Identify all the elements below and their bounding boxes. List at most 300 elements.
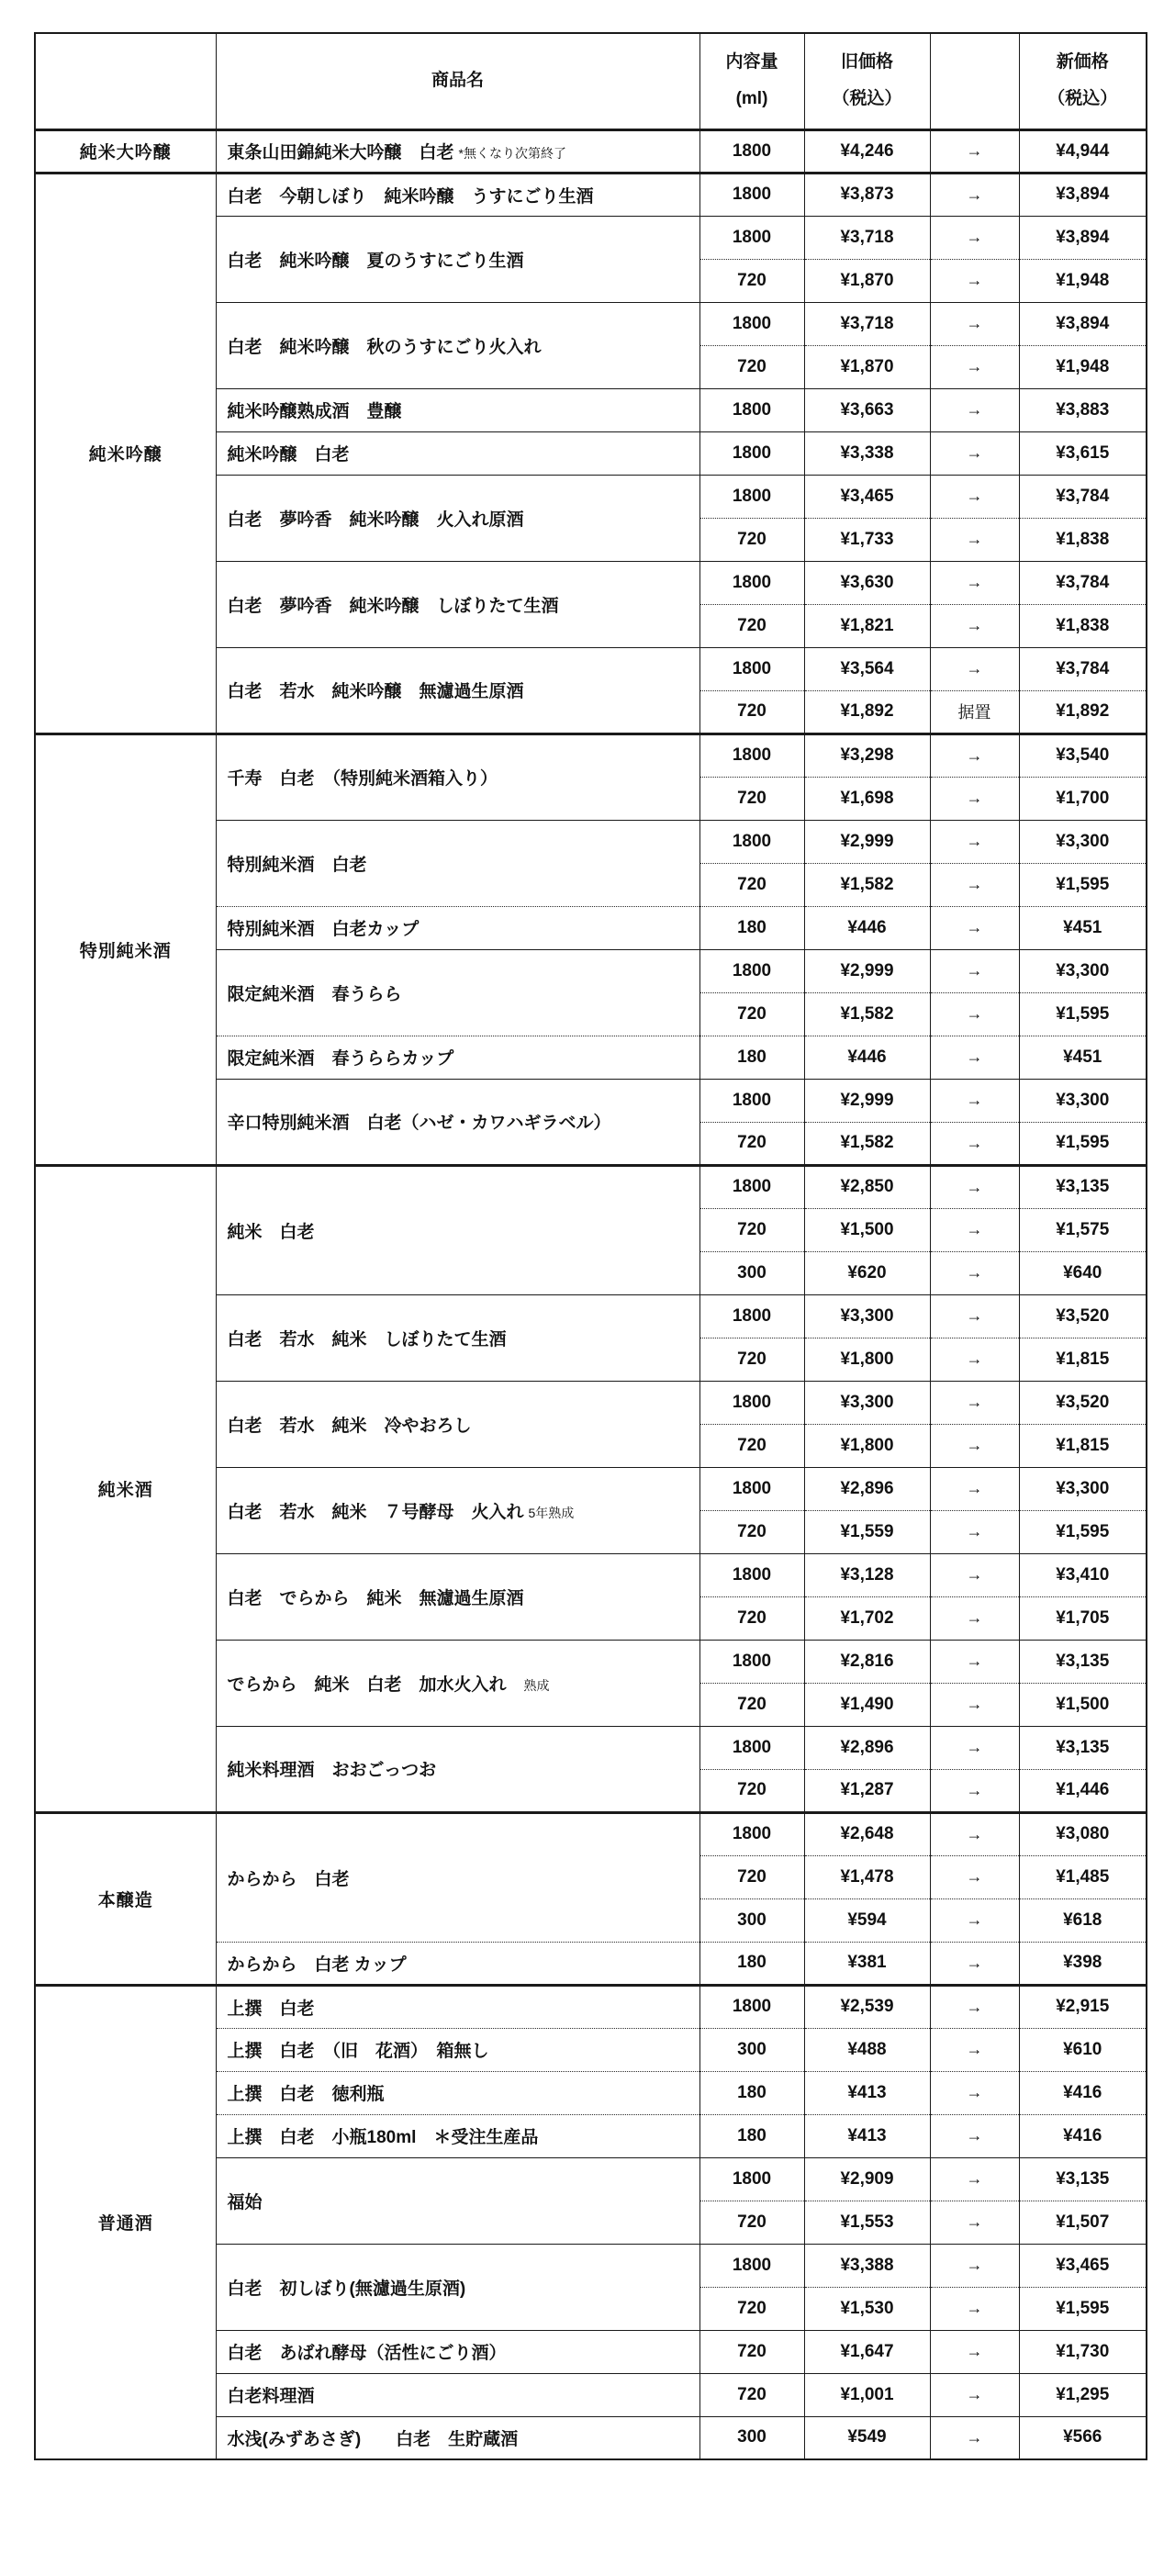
old-price-cell: ¥620 — [804, 1251, 930, 1294]
new-price-cell: ¥451 — [1019, 1036, 1147, 1079]
old-price-cell: ¥2,999 — [804, 949, 930, 992]
arrow-cell: → — [930, 2114, 1019, 2157]
volume-cell: 720 — [699, 2201, 804, 2244]
old-price-cell: ¥1,800 — [804, 1338, 930, 1381]
old-price-cell: ¥1,870 — [804, 259, 930, 302]
product-name: 白老 でらから 純米 無濾過生原酒 — [227, 1588, 524, 1608]
product-cell — [216, 906, 699, 949]
table-row — [35, 1812, 1147, 1855]
volume-cell: 1800 — [699, 1553, 804, 1596]
arrow-cell: → — [930, 518, 1019, 561]
header-transition — [930, 33, 1019, 129]
header-new-price-line2: （税込） — [1047, 89, 1118, 109]
product-name: 上撰 白老 — [227, 1999, 315, 2019]
product-cell — [216, 734, 699, 820]
old-price-cell: ¥2,896 — [804, 1467, 930, 1510]
new-price-cell: ¥1,705 — [1019, 1596, 1147, 1640]
new-price-cell: ¥1,815 — [1019, 1338, 1147, 1381]
arrow-cell: → — [930, 173, 1019, 216]
product-cell — [216, 1381, 699, 1467]
old-price-cell: ¥2,909 — [804, 2157, 930, 2201]
volume-cell: 720 — [699, 2330, 804, 2373]
arrow-cell: → — [930, 1855, 1019, 1898]
arrow-cell: → — [930, 2330, 1019, 2373]
arrow-cell: → — [930, 345, 1019, 388]
arrow-cell: → — [930, 777, 1019, 820]
new-price-cell: ¥416 — [1019, 2114, 1147, 2157]
header-new-price-line1: 新価格 — [1056, 52, 1109, 73]
old-price-cell: ¥446 — [804, 1036, 930, 1079]
header-old-price — [804, 33, 930, 129]
product-name: でらから 純米 白老 加水火入れ — [227, 1674, 507, 1695]
new-price-cell: ¥1,485 — [1019, 1855, 1147, 1898]
volume-cell: 300 — [699, 2416, 804, 2459]
volume-cell: 1800 — [699, 431, 804, 475]
arrow-cell: → — [930, 259, 1019, 302]
table-row — [35, 1165, 1147, 1208]
arrow-cell: → — [930, 2201, 1019, 2244]
volume-cell: 1800 — [699, 1985, 804, 2028]
new-price-cell: ¥3,784 — [1019, 561, 1147, 604]
product-cell — [216, 949, 699, 1036]
table-row — [35, 173, 1147, 216]
product-name: 特別純米酒 白老 — [227, 855, 367, 875]
new-price-cell: ¥1,948 — [1019, 259, 1147, 302]
new-price-cell: ¥3,135 — [1019, 1726, 1147, 1769]
volume-cell: 1800 — [699, 1640, 804, 1683]
arrow-cell: → — [930, 2071, 1019, 2114]
product-name: 白老 夢吟香 純米吟醸 火入れ原酒 — [227, 510, 524, 530]
arrow-cell: → — [930, 302, 1019, 345]
header-old-price-line2: （税込） — [832, 89, 902, 109]
old-price-cell: ¥1,490 — [804, 1683, 930, 1726]
price-table-container — [34, 32, 1146, 2460]
arrow-cell: → — [930, 1553, 1019, 1596]
volume-cell: 720 — [699, 345, 804, 388]
new-price-cell: ¥3,300 — [1019, 949, 1147, 992]
product-cell — [216, 2028, 699, 2071]
volume-cell: 180 — [699, 2071, 804, 2114]
arrow-cell: → — [930, 475, 1019, 518]
arrow-cell: → — [930, 1985, 1019, 2028]
arrow-cell: → — [930, 1251, 1019, 1294]
arrow-cell: → — [930, 1769, 1019, 1812]
product-name: 限定純米酒 春うららカップ — [227, 1049, 454, 1069]
volume-cell: 720 — [699, 1596, 804, 1640]
arrow-cell: → — [930, 2287, 1019, 2330]
new-price-cell: ¥3,520 — [1019, 1381, 1147, 1424]
new-price-cell: ¥3,894 — [1019, 216, 1147, 259]
arrow-cell: → — [930, 1381, 1019, 1424]
old-price-cell: ¥3,338 — [804, 431, 930, 475]
old-price-cell: ¥1,001 — [804, 2373, 930, 2416]
old-price-cell: ¥488 — [804, 2028, 930, 2071]
new-price-cell: ¥1,815 — [1019, 1424, 1147, 1467]
product-cell — [216, 2071, 699, 2114]
new-price-cell: ¥566 — [1019, 2416, 1147, 2459]
product-cell — [216, 1165, 699, 1294]
new-price-cell: ¥1,838 — [1019, 518, 1147, 561]
category-cell: 純米吟醸 — [35, 173, 216, 734]
new-price-cell: ¥4,944 — [1019, 129, 1147, 173]
old-price-cell: ¥2,896 — [804, 1726, 930, 1769]
arrow-cell: → — [930, 992, 1019, 1036]
arrow-cell: → — [930, 1510, 1019, 1553]
old-price-cell: ¥413 — [804, 2114, 930, 2157]
header-volume-line2: (ml) — [735, 89, 768, 109]
volume-cell: 180 — [699, 2114, 804, 2157]
header-volume-line1: 内容量 — [725, 52, 778, 73]
old-price-cell: ¥3,663 — [804, 388, 930, 431]
arrow-cell: → — [930, 1079, 1019, 1122]
old-price-cell: ¥3,300 — [804, 1381, 930, 1424]
new-price-cell: ¥3,465 — [1019, 2244, 1147, 2287]
new-price-cell: ¥3,894 — [1019, 173, 1147, 216]
arrow-cell: → — [930, 863, 1019, 906]
volume-cell: 1800 — [699, 129, 804, 173]
old-price-cell: ¥2,999 — [804, 1079, 930, 1122]
new-price-cell: ¥1,507 — [1019, 2201, 1147, 2244]
new-price-cell: ¥1,595 — [1019, 863, 1147, 906]
old-price-cell: ¥3,128 — [804, 1553, 930, 1596]
old-price-cell: ¥413 — [804, 2071, 930, 2114]
volume-cell: 180 — [699, 1942, 804, 1985]
old-price-cell: ¥1,559 — [804, 1510, 930, 1553]
new-price-cell: ¥3,080 — [1019, 1812, 1147, 1855]
product-cell — [216, 2114, 699, 2157]
new-price-cell: ¥640 — [1019, 1251, 1147, 1294]
old-price-cell: ¥1,821 — [804, 604, 930, 647]
product-note: 5年熟成 — [528, 1505, 575, 1520]
category-cell: 純米大吟醸 — [35, 129, 216, 173]
new-price-cell: ¥1,446 — [1019, 1769, 1147, 1812]
arrow-cell: → — [930, 2416, 1019, 2459]
product-cell — [216, 302, 699, 388]
old-price-cell: ¥3,718 — [804, 216, 930, 259]
new-price-cell: ¥398 — [1019, 1942, 1147, 1985]
product-name: 上撰 白老 徳利瓶 — [227, 2085, 385, 2104]
old-price-cell: ¥3,873 — [804, 173, 930, 216]
volume-cell: 720 — [699, 1122, 804, 1165]
new-price-cell: ¥1,595 — [1019, 1122, 1147, 1165]
new-price-cell: ¥1,730 — [1019, 2330, 1147, 2373]
price-table — [34, 32, 1147, 2460]
arrow-cell: → — [930, 2028, 1019, 2071]
arrow-cell: → — [930, 1726, 1019, 1769]
volume-cell: 720 — [699, 863, 804, 906]
product-name: 純米 白老 — [227, 1222, 315, 1242]
product-name: 白老 今朝しぼり 純米吟醸 うすにごり生酒 — [227, 186, 594, 207]
product-name: 上撰 白老 小瓶180ml ＊受注生産品 — [227, 2128, 539, 2147]
product-name: 白老 若水 純米 ７号酵母 火入れ — [227, 1502, 524, 1522]
new-price-cell: ¥3,894 — [1019, 302, 1147, 345]
product-name: 白老 夢吟香 純米吟醸 しぼりたて生酒 — [227, 596, 559, 616]
volume-cell: 720 — [699, 1855, 804, 1898]
product-cell — [216, 216, 699, 302]
volume-cell: 720 — [699, 1769, 804, 1812]
new-price-cell: ¥3,135 — [1019, 2157, 1147, 2201]
arrow-cell: → — [930, 431, 1019, 475]
product-name: からから 白老 カップ — [227, 1954, 407, 1975]
arrow-cell: → — [930, 1122, 1019, 1165]
old-price-cell: ¥1,733 — [804, 518, 930, 561]
arrow-cell: → — [930, 1294, 1019, 1338]
product-cell — [216, 647, 699, 734]
product-cell — [216, 561, 699, 647]
new-price-cell: ¥3,784 — [1019, 475, 1147, 518]
new-price-cell: ¥610 — [1019, 2028, 1147, 2071]
product-name: 白老料理酒 — [227, 2387, 315, 2406]
volume-cell: 300 — [699, 1898, 804, 1942]
volume-cell: 1800 — [699, 1726, 804, 1769]
product-cell — [216, 2330, 699, 2373]
product-name: 純米料理酒 おおごっつお — [227, 1761, 437, 1780]
old-price-cell: ¥3,718 — [804, 302, 930, 345]
old-price-cell: ¥1,582 — [804, 863, 930, 906]
volume-cell: 720 — [699, 1338, 804, 1381]
volume-cell: 720 — [699, 2287, 804, 2330]
volume-cell: 1800 — [699, 475, 804, 518]
arrow-cell: → — [930, 820, 1019, 863]
new-price-cell: ¥1,500 — [1019, 1683, 1147, 1726]
product-name: 純米吟醸熟成酒 豊醸 — [227, 402, 402, 421]
product-cell — [216, 1942, 699, 1985]
volume-cell: 1800 — [699, 1812, 804, 1855]
volume-cell: 1800 — [699, 734, 804, 777]
old-price-cell: ¥3,564 — [804, 647, 930, 690]
old-price-cell: ¥1,530 — [804, 2287, 930, 2330]
new-price-cell: ¥3,615 — [1019, 431, 1147, 475]
old-price-cell: ¥1,478 — [804, 1855, 930, 1898]
product-cell — [216, 1467, 699, 1553]
arrow-cell: → — [930, 1942, 1019, 1985]
old-price-cell: ¥2,539 — [804, 1985, 930, 2028]
arrow-cell: → — [930, 2157, 1019, 2201]
new-price-cell: ¥1,892 — [1019, 690, 1147, 734]
arrow-cell: → — [930, 388, 1019, 431]
product-cell — [216, 173, 699, 216]
product-name: 水浅(みずあさぎ) 白老 生貯蔵酒 — [227, 2429, 519, 2449]
product-name: 純米吟醸 白老 — [227, 445, 350, 465]
old-price-cell: ¥4,246 — [804, 129, 930, 173]
arrow-cell: → — [930, 216, 1019, 259]
new-price-cell: ¥1,295 — [1019, 2373, 1147, 2416]
product-name: 白老 純米吟醸 夏のうすにごり生酒 — [227, 251, 524, 271]
product-name: 限定純米酒 春うらら — [227, 984, 402, 1004]
price-table-body — [35, 129, 1147, 2459]
old-price-cell: ¥2,999 — [804, 820, 930, 863]
old-price-cell: ¥594 — [804, 1898, 930, 1942]
product-cell — [216, 2244, 699, 2330]
product-cell — [216, 1726, 699, 1812]
new-price-cell: ¥1,595 — [1019, 992, 1147, 1036]
arrow-cell: → — [930, 1165, 1019, 1208]
arrow-cell: → — [930, 1424, 1019, 1467]
volume-cell: 1800 — [699, 1381, 804, 1424]
new-price-cell: ¥451 — [1019, 906, 1147, 949]
header-new-price — [1019, 33, 1147, 129]
old-price-cell: ¥1,582 — [804, 992, 930, 1036]
arrow-cell: → — [930, 1683, 1019, 1726]
volume-cell: 1800 — [699, 2244, 804, 2287]
old-price-cell: ¥1,870 — [804, 345, 930, 388]
old-price-cell: ¥3,465 — [804, 475, 930, 518]
old-price-cell: ¥3,300 — [804, 1294, 930, 1338]
old-price-cell: ¥1,698 — [804, 777, 930, 820]
old-price-cell: ¥381 — [804, 1942, 930, 1985]
header-old-price-line1: 旧価格 — [840, 52, 893, 73]
volume-cell: 720 — [699, 259, 804, 302]
product-cell — [216, 1553, 699, 1640]
header-product-name: 商品名 — [216, 33, 699, 129]
product-cell — [216, 1985, 699, 2028]
product-cell — [216, 431, 699, 475]
arrow-cell: → — [930, 1898, 1019, 1942]
old-price-cell: ¥1,800 — [804, 1424, 930, 1467]
new-price-cell: ¥3,300 — [1019, 820, 1147, 863]
new-price-cell: ¥1,948 — [1019, 345, 1147, 388]
new-price-cell: ¥1,700 — [1019, 777, 1147, 820]
volume-cell: 1800 — [699, 949, 804, 992]
product-cell — [216, 1812, 699, 1942]
product-cell — [216, 129, 699, 173]
product-name: 白老 若水 純米吟醸 無濾過生原酒 — [227, 682, 524, 701]
new-price-cell: ¥618 — [1019, 1898, 1147, 1942]
old-price-cell: ¥3,630 — [804, 561, 930, 604]
volume-cell: 1800 — [699, 1467, 804, 1510]
volume-cell: 720 — [699, 1424, 804, 1467]
new-price-cell: ¥3,300 — [1019, 1079, 1147, 1122]
old-price-cell: ¥2,648 — [804, 1812, 930, 1855]
old-price-cell: ¥1,582 — [804, 1122, 930, 1165]
product-name: 東条山田錦純米大吟醸 白老 — [227, 143, 454, 162]
product-cell — [216, 2373, 699, 2416]
arrow-cell: → — [930, 2373, 1019, 2416]
product-note: *無くなり次第終了 — [458, 146, 566, 161]
new-price-cell: ¥3,300 — [1019, 1467, 1147, 1510]
product-name: 千寿 白老 （特別純米酒箱入り） — [227, 769, 498, 789]
old-price-cell: ¥1,647 — [804, 2330, 930, 2373]
product-name: 辛口特別純米酒 白老（ハゼ・カワハギラベル） — [227, 1114, 611, 1133]
arrow-cell: → — [930, 129, 1019, 173]
old-price-cell: ¥3,298 — [804, 734, 930, 777]
product-name: 白老 若水 純米 冷やおろし — [227, 1416, 472, 1436]
new-price-cell: ¥3,135 — [1019, 1640, 1147, 1683]
volume-cell: 1800 — [699, 2157, 804, 2201]
category-cell: 本醸造 — [35, 1812, 216, 1985]
category-cell: 純米酒 — [35, 1165, 216, 1812]
volume-cell: 720 — [699, 1208, 804, 1251]
product-name: 白老 初しぼり(無濾過生原酒) — [227, 2279, 466, 2299]
category-cell: 普通酒 — [35, 1985, 216, 2459]
product-cell — [216, 1079, 699, 1165]
volume-cell: 1800 — [699, 302, 804, 345]
new-price-cell: ¥1,838 — [1019, 604, 1147, 647]
arrow-cell: → — [930, 647, 1019, 690]
volume-cell: 1800 — [699, 1294, 804, 1338]
product-cell — [216, 475, 699, 561]
new-price-cell: ¥3,883 — [1019, 388, 1147, 431]
new-price-cell: ¥1,595 — [1019, 2287, 1147, 2330]
old-price-cell: ¥446 — [804, 906, 930, 949]
old-price-cell: ¥1,553 — [804, 2201, 930, 2244]
volume-cell: 1800 — [699, 216, 804, 259]
product-cell — [216, 1036, 699, 1079]
product-name: 上撰 白老 （旧 花酒） 箱無し — [227, 2042, 489, 2061]
old-price-cell: ¥1,892 — [804, 690, 930, 734]
table-row — [35, 1985, 1147, 2028]
arrow-cell: → — [930, 604, 1019, 647]
volume-cell: 720 — [699, 1510, 804, 1553]
arrow-cell: → — [930, 734, 1019, 777]
new-price-cell: ¥3,520 — [1019, 1294, 1147, 1338]
arrow-cell: → — [930, 949, 1019, 992]
volume-cell: 1800 — [699, 647, 804, 690]
volume-cell: 720 — [699, 2373, 804, 2416]
arrow-cell: → — [930, 2244, 1019, 2287]
volume-cell: 720 — [699, 992, 804, 1036]
volume-cell: 720 — [699, 690, 804, 734]
arrow-cell: → — [930, 561, 1019, 604]
volume-cell: 720 — [699, 604, 804, 647]
old-price-cell: ¥2,850 — [804, 1165, 930, 1208]
volume-cell: 180 — [699, 1036, 804, 1079]
volume-cell: 300 — [699, 1251, 804, 1294]
old-price-cell: ¥1,287 — [804, 1769, 930, 1812]
volume-cell: 720 — [699, 518, 804, 561]
new-price-cell: ¥1,595 — [1019, 1510, 1147, 1553]
product-cell — [216, 2157, 699, 2244]
header-category — [35, 33, 216, 129]
arrow-cell: → — [930, 1596, 1019, 1640]
volume-cell: 1800 — [699, 173, 804, 216]
category-cell: 特別純米酒 — [35, 734, 216, 1165]
table-row — [35, 129, 1147, 173]
product-cell — [216, 2416, 699, 2459]
product-cell — [216, 820, 699, 906]
product-name: 白老 純米吟醸 秋のうすにごり火入れ — [227, 337, 542, 357]
product-cell — [216, 1294, 699, 1381]
header-volume — [699, 33, 804, 129]
arrow-cell: → — [930, 1208, 1019, 1251]
arrow-cell: → — [930, 1467, 1019, 1510]
volume-cell: 1800 — [699, 388, 804, 431]
arrow-cell: → — [930, 1812, 1019, 1855]
new-price-cell: ¥3,135 — [1019, 1165, 1147, 1208]
old-price-cell: ¥1,500 — [804, 1208, 930, 1251]
product-name: 白老 若水 純米 しぼりたて生酒 — [227, 1329, 507, 1350]
arrow-cell: → — [930, 906, 1019, 949]
old-price-cell: ¥3,388 — [804, 2244, 930, 2287]
volume-cell: 1800 — [699, 1079, 804, 1122]
product-cell — [216, 388, 699, 431]
volume-cell: 1800 — [699, 820, 804, 863]
new-price-cell: ¥416 — [1019, 2071, 1147, 2114]
old-price-cell: ¥549 — [804, 2416, 930, 2459]
arrow-cell: 据置 — [930, 690, 1019, 734]
volume-cell: 300 — [699, 2028, 804, 2071]
volume-cell: 720 — [699, 777, 804, 820]
product-note: 熟成 — [510, 1677, 550, 1693]
product-name: からから 白老 — [227, 1869, 350, 1889]
volume-cell: 720 — [699, 1683, 804, 1726]
arrow-cell: → — [930, 1338, 1019, 1381]
new-price-cell: ¥3,540 — [1019, 734, 1147, 777]
arrow-cell: → — [930, 1036, 1019, 1079]
table-row — [35, 734, 1147, 777]
product-name: 特別純米酒 白老カップ — [227, 920, 420, 939]
new-price-cell: ¥2,915 — [1019, 1985, 1147, 2028]
